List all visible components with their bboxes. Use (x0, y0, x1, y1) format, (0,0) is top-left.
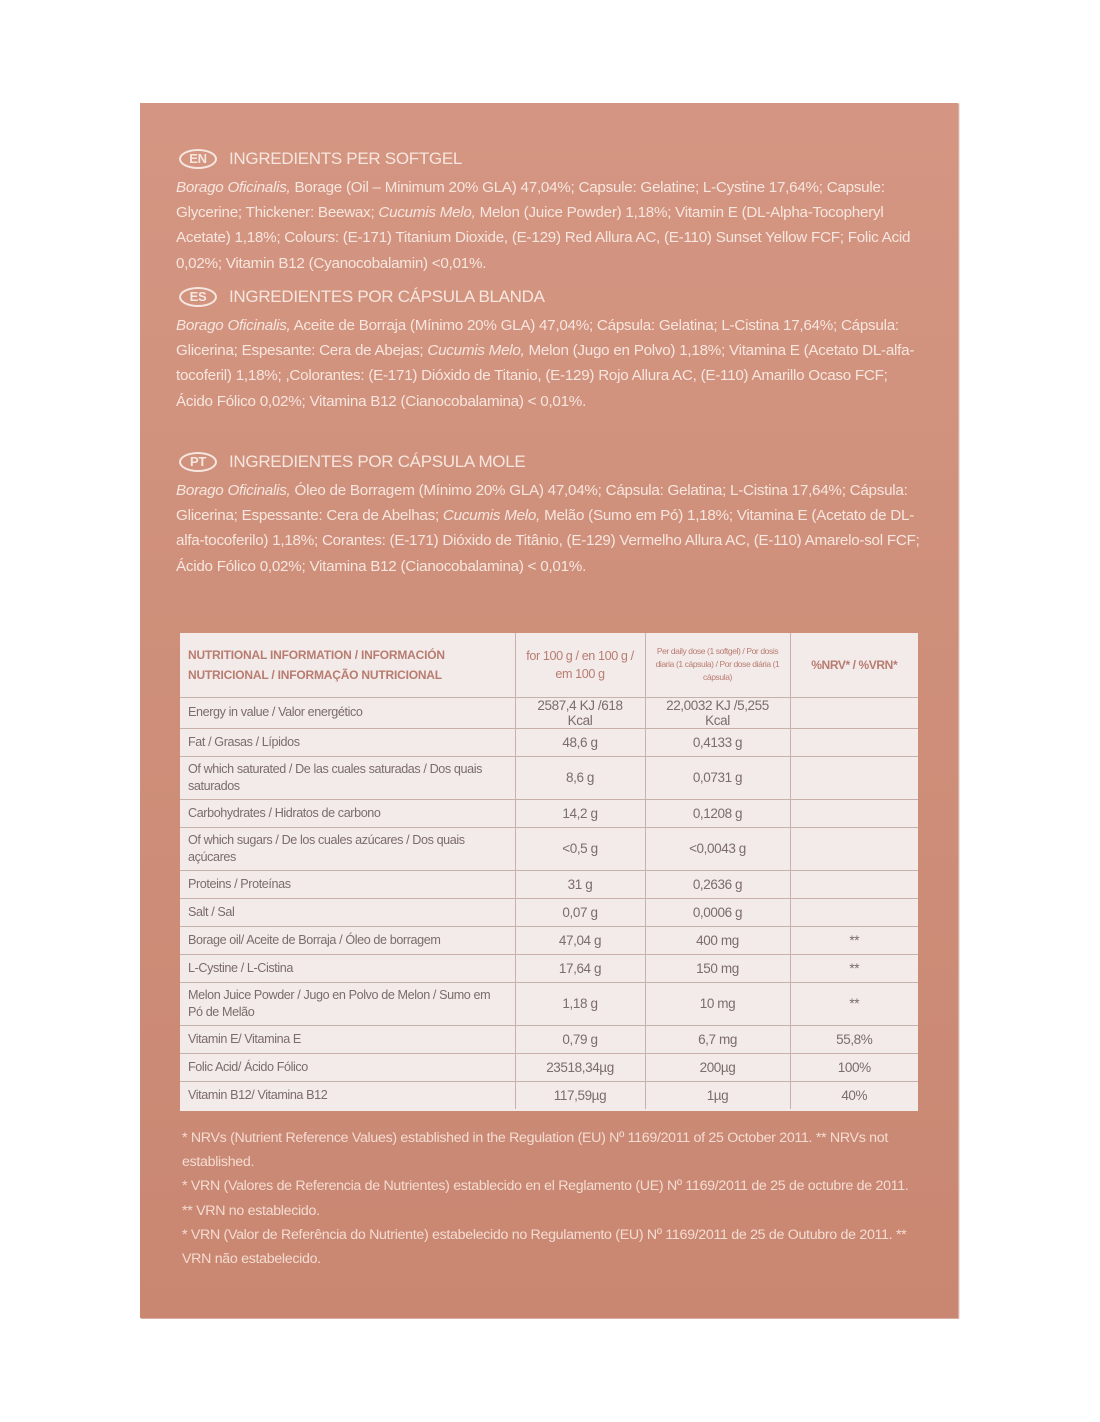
table-row (180, 1053, 918, 1081)
value-per-100g: 31 g (515, 870, 645, 898)
nutrient-name: Carbohydrates / Hidratos de carbono (180, 799, 515, 827)
ingredients-text (176, 478, 921, 579)
table-row (180, 697, 918, 728)
value-per-dose: <0,0043 g (645, 827, 790, 870)
value-nrv (790, 870, 918, 898)
nutrient-name: Vitamin B12/ Vitamina B12 (180, 1081, 515, 1109)
header-nrv: %NRV* / %VRN* (790, 633, 918, 697)
species-name: Borago Oficinalis, (176, 482, 291, 499)
value-per-dose: 6,7 mg (645, 1025, 790, 1053)
header-per-daily-dose: Per daily dose (1 softgel) / Por dosis diaria (1 cápsula) / Por dose diária (1 cápsula) (645, 633, 790, 697)
value-per-100g: <0,5 g (515, 827, 645, 870)
nutrient-name: Of which sugars / De los cuales azúcares / Dos quais açúcares (180, 827, 515, 870)
value-nrv: 100% (790, 1053, 918, 1081)
nutrient-name: Proteins / Proteínas (180, 870, 515, 898)
ingredients-text-part: Melão (Sumo em Pó) 1,18%; Vitamina E (Acetato de DL-alfa-tocoferilo) 1,18%; Corantes: (E-171) Dióxido de Titânio, (E-129) Vermelho Allura AC, (E-110) Amarelo-sol FCF; Ácido Fólico 0,02%; Vitamina B12 (Cianocobalamina) < 0,01%. (176, 507, 920, 575)
value-per-100g: 1,18 g (515, 982, 645, 1025)
value-per-dose: 22,0032 KJ /5,255 Kcal (645, 697, 790, 728)
header-per-100g: for 100 g / en 100 g / em 100 g (515, 633, 645, 697)
nutrient-name: Of which saturated / De las cuales saturadas / Dos quais saturados (180, 756, 515, 799)
ingredients-text (176, 313, 921, 414)
nutrient-name: Melon Juice Powder / Jugo en Polvo de Melon / Sumo em Pó de Melão (180, 982, 515, 1025)
value-per-100g: 14,2 g (515, 799, 645, 827)
ingredients-text (176, 175, 921, 276)
value-per-100g: 17,64 g (515, 954, 645, 982)
value-per-dose: 0,2636 g (645, 870, 790, 898)
value-per-dose: 1µg (645, 1081, 790, 1109)
ingredients-text-part: Borage (Oil – Minimum 20% GLA) 47,04%; Capsule: Gelatine; L-Cystine 17,64%; Capsule: Glycerine; Thickener: Beewax; (176, 179, 885, 222)
species-name: Borago Oficinalis, (176, 179, 291, 196)
value-per-dose: 150 mg (645, 954, 790, 982)
value-per-100g: 48,6 g (515, 728, 645, 756)
table-row (180, 756, 918, 799)
footnote-en: * NRVs (Nutrient Reference Values) established in the Regulation (EU) Nº 1169/2011 of 25 October 2011. ** NRVs not established. (182, 1130, 888, 1171)
section-heading (176, 146, 921, 172)
nutrient-name: Borage oil/ Aceite de Borraja / Óleo de borragem (180, 926, 515, 954)
value-per-dose: 0,0006 g (645, 898, 790, 926)
value-per-100g: 0,79 g (515, 1025, 645, 1053)
nutrition-table (180, 633, 918, 1111)
nutrient-name: Folic Acid/ Ácido Fólico (180, 1053, 515, 1081)
table-row (180, 799, 918, 827)
section-heading (176, 449, 921, 475)
nutrient-name: Salt / Sal (180, 898, 515, 926)
value-nrv (790, 898, 918, 926)
value-nrv (790, 827, 918, 870)
species-name: Cucumis Melo, (378, 204, 476, 222)
value-per-dose: 0,1208 g (645, 799, 790, 827)
table-row (180, 926, 918, 954)
table-row (180, 954, 918, 982)
species-name: Cucumis Melo, (442, 507, 541, 525)
value-per-100g: 0,07 g (515, 898, 645, 926)
section-title: INGREDIENTES POR CÁPSULA BLANDA (229, 287, 545, 306)
value-nrv: ** (790, 926, 918, 954)
language-badge-pt: PT (179, 452, 217, 472)
nutrient-name: Vitamin E/ Vitamina E (180, 1025, 515, 1053)
table-row (180, 982, 918, 1025)
value-nrv (790, 799, 918, 827)
value-nrv: 55,8% (790, 1025, 918, 1053)
nutrient-name: Energy in value / Valor energético (180, 697, 515, 728)
table-row (180, 728, 918, 756)
value-nrv: 40% (790, 1081, 918, 1109)
table-row (180, 1025, 918, 1053)
ingredients-text-part: Melon (Juice Powder) 1,18%; Vitamin E (DL-Alpha-Tocopheryl Acetate) 1,18%; Colours: (E-171) Titanium Dioxide, (E-129) Red Allura AC, (E-110) Sunset Yellow FCF; Folic Acid 0,02%; Vitamin B12 (Cyanocobalamin) <0,01%. (176, 204, 911, 272)
ingredients-text-part: Aceite de Borraja (Mínimo 20% GLA) 47,04%; Cápsula: Gelatina; L-Cistina 17,64%; Cápsula: Glicerina; Espesante: Cera de Abejas; (176, 317, 899, 360)
value-per-dose: 400 mg (645, 926, 790, 954)
value-nrv: ** (790, 954, 918, 982)
nutrient-name: L-Cystine / L-Cistina (180, 954, 515, 982)
value-nrv: ** (790, 982, 918, 1025)
table-row (180, 898, 918, 926)
ingredients-section-en (176, 146, 921, 276)
footnotes (182, 1126, 912, 1271)
nutrient-name: Fat / Grasas / Lípidos (180, 728, 515, 756)
section-heading (176, 284, 921, 310)
species-name: Borago Oficinalis, (176, 317, 291, 334)
value-nrv (790, 728, 918, 756)
value-per-dose: 10 mg (645, 982, 790, 1025)
ingredients-section-es (176, 284, 921, 414)
header-nutritional-info: NUTRITIONAL INFORMATION / INFORMACIÓN NUTRICIONAL / INFORMAÇÃO NUTRICIONAL (180, 633, 515, 697)
footnote-es: * VRN (Valores de Referencia de Nutrientes) establecido en el Reglamento (UE) Nº 1169/2011 de 25 de octubre de 2011. ** VRN no establecido. (182, 1178, 909, 1219)
value-per-100g: 8,6 g (515, 756, 645, 799)
table-row (180, 870, 918, 898)
value-per-dose: 0,0731 g (645, 756, 790, 799)
value-per-100g: 117,59µg (515, 1081, 645, 1109)
ingredients-section-pt (176, 449, 921, 579)
value-nrv (790, 756, 918, 799)
table-row (180, 827, 918, 870)
value-nrv (790, 697, 918, 728)
language-badge-en: EN (179, 149, 217, 169)
ingredients-text-part: Melon (Jugo en Polvo) 1,18%; Vitamina E (Acetato DL-alfa-tocoferil) 1,18%; ,Colorantes: (E-171) Dióxido de Titanio, (E-129) Rojo Allura AC, (E-110) Amarillo Ocaso FCF; Ácido Fólico 0,02%; Vitamina B12 (Cianocobalamina) < 0,01%. (176, 342, 915, 410)
language-badge-es: ES (179, 287, 217, 307)
value-per-dose: 200µg (645, 1053, 790, 1081)
species-name: Cucumis Melo, (427, 342, 525, 360)
value-per-100g: 2587,4 KJ /618 Kcal (515, 697, 645, 728)
table-header-row (180, 633, 918, 697)
table-row (180, 1081, 918, 1109)
value-per-100g: 47,04 g (515, 926, 645, 954)
footnote-pt: * VRN (Valor de Referência do Nutriente) estabelecido no Regulamento (EU) Nº 1169/2011 de 25 de Outubro de 2011. ** VRN não estabelecido. (182, 1226, 907, 1268)
value-per-dose: 0,4133 g (645, 728, 790, 756)
section-title: INGREDIENTS PER SOFTGEL (229, 149, 463, 168)
ingredients-text-part: Óleo de Borragem (Mínimo 20% GLA) 47,04%; Cápsula: Gelatina; L-Cistina 17,64%; Cápsula: Glicerina; Espessante: Cera de Abelhas; (176, 482, 908, 525)
section-title: INGREDIENTES POR CÁPSULA MOLE (229, 452, 526, 471)
value-per-100g: 23518,34µg (515, 1053, 645, 1081)
